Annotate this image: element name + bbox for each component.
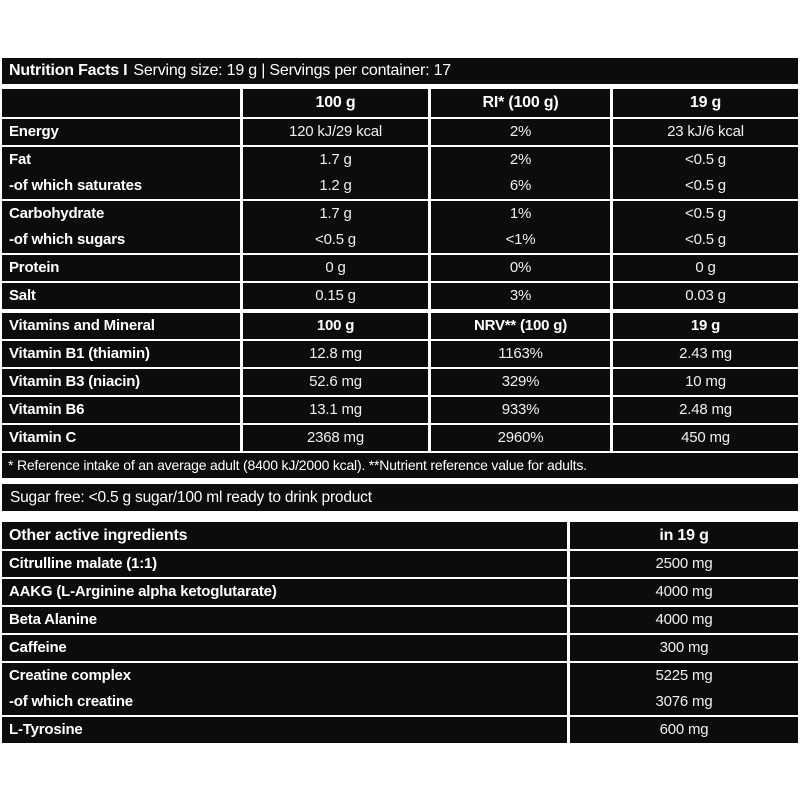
row-energy [2, 119, 798, 145]
nutrition-facts-title-band [2, 58, 798, 84]
ingredient-amount: 3076 mg [567, 689, 798, 715]
row-vitamin-b3 [2, 369, 798, 395]
value-nrv: 2960% [428, 425, 610, 451]
ingredient-amount: 4000 mg [567, 607, 798, 633]
ingredient-label: L-Tyrosine [9, 721, 83, 738]
row-citrulline-malate [2, 551, 798, 577]
value-19g: 2.43 mg [610, 341, 798, 367]
value-ri: 6% [428, 173, 610, 199]
value-ri: 2% [428, 147, 610, 173]
ingredient-amount: 300 mg [567, 635, 798, 661]
value-19g: 2.48 mg [610, 397, 798, 423]
column-header-row [2, 89, 798, 117]
row-aakg [2, 579, 798, 605]
value-100g: 0 g [240, 255, 428, 281]
value-19g: <0.5 g [610, 173, 798, 199]
row-group-carbohydrate [2, 201, 798, 253]
nutrient-label: -of which saturates [9, 177, 142, 194]
value-ri: 3% [428, 283, 610, 309]
row-protein [2, 255, 798, 281]
vitamins-section-title: Vitamins and Mineral [9, 317, 155, 334]
row-l-tyrosine [2, 717, 798, 743]
vitamins-header-100g: 100 g [240, 313, 428, 339]
value-ri: <1% [428, 227, 610, 253]
ingredient-label: Beta Alanine [9, 611, 97, 628]
value-19g: <0.5 g [610, 147, 798, 173]
value-ri: 1% [428, 201, 610, 227]
nutrient-label: Vitamin B3 (niacin) [9, 373, 140, 390]
row-of-which-creatine [2, 689, 798, 715]
value-19g: 0 g [610, 255, 798, 281]
value-19g: 450 mg [610, 425, 798, 451]
value-19g: 23 kJ/6 kcal [610, 119, 798, 145]
nutrient-label: Protein [9, 259, 60, 276]
row-group-creatine [2, 663, 798, 715]
ingredient-amount: 600 mg [567, 717, 798, 743]
value-nrv: 933% [428, 397, 610, 423]
ingredients-header-title: Other active ingredients [9, 527, 188, 544]
value-100g: 1.7 g [240, 147, 428, 173]
value-19g: <0.5 g [610, 227, 798, 253]
ingredients-header-amount: in 19 g [567, 522, 798, 549]
row-sugars [2, 227, 798, 253]
row-group-fat [2, 147, 798, 199]
nutrient-label: -of which sugars [9, 231, 125, 248]
value-nrv: 1163% [428, 341, 610, 367]
value-100g: 12.8 mg [240, 341, 428, 367]
column-header-ri: RI* (100 g) [428, 89, 610, 117]
row-vitamin-c [2, 425, 798, 451]
column-header-empty [2, 89, 240, 117]
row-salt [2, 283, 798, 309]
row-creatine-complex [2, 663, 798, 689]
row-vitamin-b1 [2, 341, 798, 367]
nutrient-label: Vitamin B6 [9, 401, 85, 418]
value-100g: 2368 mg [240, 425, 428, 451]
vitamins-header-row [2, 313, 798, 339]
value-100g: 120 kJ/29 kcal [240, 119, 428, 145]
reference-footnote: * Reference intake of an average adult (8400 kJ/2000 kcal). **Nutrient reference value for adults. [2, 453, 798, 478]
title-serving-info: Serving size: 19 g | Servings per container: 17 [133, 62, 451, 79]
nutrient-label: Energy [9, 123, 59, 140]
value-100g: 0.15 g [240, 283, 428, 309]
nutrient-label: Salt [9, 287, 36, 304]
title-bold: Nutrition Facts I [9, 62, 128, 79]
nutrient-label: Carbohydrate [9, 205, 105, 222]
vitamins-header-19g: 19 g [610, 313, 798, 339]
value-100g: 52.6 mg [240, 369, 428, 395]
vitamins-header-nrv: NRV** (100 g) [428, 313, 610, 339]
ingredient-label: AAKG (L-Arginine alpha ketoglutarate) [9, 583, 277, 600]
value-nrv: 329% [428, 369, 610, 395]
row-caffeine [2, 635, 798, 661]
row-carbohydrate [2, 201, 798, 227]
value-100g: <0.5 g [240, 227, 428, 253]
value-ri: 2% [428, 119, 610, 145]
column-header-19g: 19 g [610, 89, 798, 117]
spacer [2, 511, 798, 522]
nutrient-label: Vitamin B1 (thiamin) [9, 345, 150, 362]
ingredient-label: -of which creatine [9, 693, 133, 710]
ingredients-header-row [2, 522, 798, 549]
ingredient-amount: 5225 mg [567, 663, 798, 689]
value-19g: 10 mg [610, 369, 798, 395]
nutrition-table [2, 89, 798, 478]
value-19g: 0.03 g [610, 283, 798, 309]
value-100g: 1.7 g [240, 201, 428, 227]
nutrient-label: Vitamin C [9, 429, 77, 446]
ingredient-label: Citrulline malate (1:1) [9, 555, 157, 572]
sugar-free-note: Sugar free: <0.5 g sugar/100 ml ready to drink product [2, 484, 798, 511]
column-header-100g: 100 g [240, 89, 428, 117]
value-ri: 0% [428, 255, 610, 281]
row-fat [2, 147, 798, 173]
ingredient-label: Creatine complex [9, 667, 131, 684]
row-beta-alanine [2, 607, 798, 633]
ingredient-amount: 4000 mg [567, 579, 798, 605]
value-19g: <0.5 g [610, 201, 798, 227]
row-vitamin-b6 [2, 397, 798, 423]
row-saturates [2, 173, 798, 199]
nutrient-label: Fat [9, 151, 31, 168]
value-100g: 1.2 g [240, 173, 428, 199]
other-ingredients-table [2, 522, 798, 743]
ingredient-label: Caffeine [9, 639, 67, 656]
value-100g: 13.1 mg [240, 397, 428, 423]
ingredient-amount: 2500 mg [567, 551, 798, 577]
